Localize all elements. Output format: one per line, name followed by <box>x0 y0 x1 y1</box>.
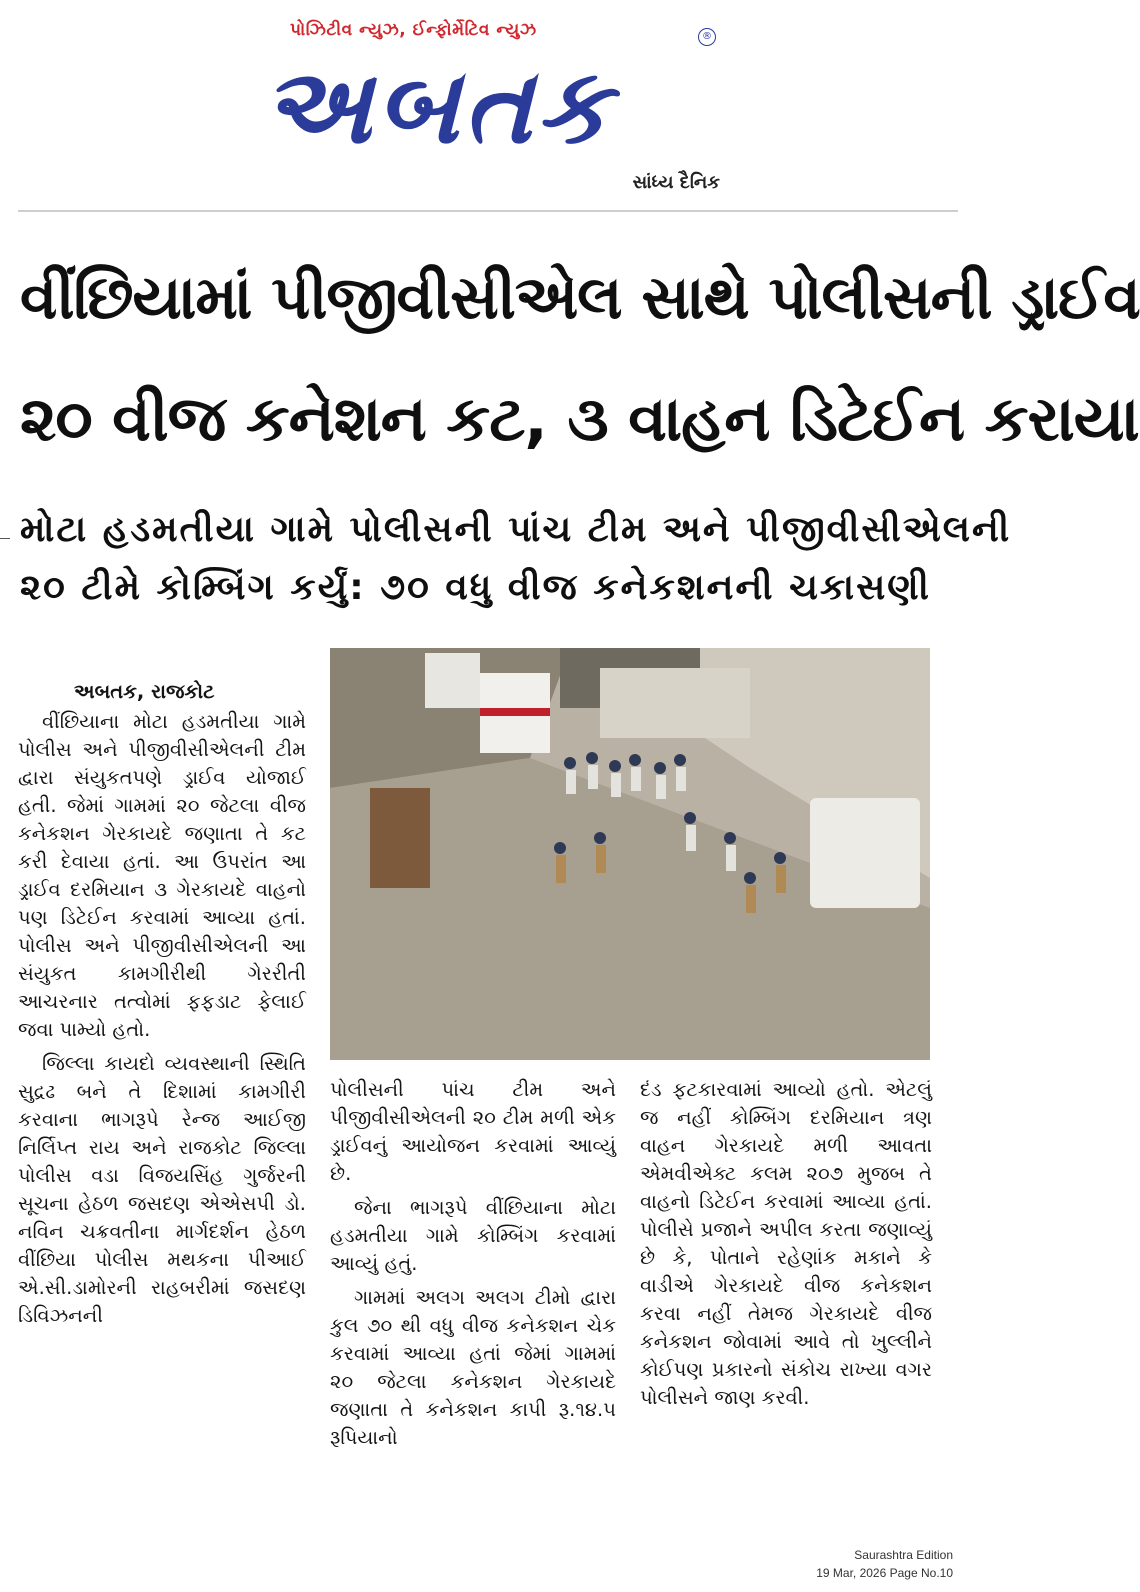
paragraph: જિલ્લા કાયદો વ્યવસ્થાની સ્થિતિ સુદ્રઢ બને તે દિશામાં કામગીરી કરવાના ભાગરૂપે રેન્જ આઈજી નિર્લિપ્ત રાય અને રાજકોટ જિલ્લા પોલીસ વડા વિજયસિંહ ગુર્જરની સૂચના હેઠળ જસદણ એએસપી ડો. નવિન ચક્રવતીના માર્ગદર્શન હેઠળ વીંછિયા પોલીસ મથકના પીઆઈ એ.સી.ડામોરની રાહબરીમાં જસદણ ડિવિઝનની <box>18 1052 306 1327</box>
photo-illustration <box>330 648 930 1060</box>
deck-marker <box>0 538 10 539</box>
masthead-subtitle: સાંધ્ય દૈનિક <box>632 172 720 193</box>
registered-mark: ® <box>698 28 716 46</box>
masthead-tagline: પોઝિટીવ ન્યુઝ, ઈન્ફોર્મેટિવ ન્યુઝ <box>290 20 537 40</box>
paragraph: દંડ ફટકારવામાં આવ્યો હતો. એટલું જ નહીં કોમ્બિંગ દરમિયાન ત્રણ વાહન ગેરકાયદે મળી આવતા એમવીએક્ટ કલમ ૨૦૭ મુજબ તે વાહનો ડિટેઈન કરવામાં આવ્યા હતાં. પોલીસે પ્રજાને અપીલ કરતા જણાવ્યું છે કે, પોતાને રહેણાંક મકાને કે વાડીએ ગેરકાયદે વીજ કનેકશન કરવા નહીં તેમજ ગેરકાયદે વીજ કનેકશન જોવામાં આવે તો ખુલ્લીને કોઈપણ પ્રકારનો સંકોચ રાખ્યા વગર પોલીસને જાણ કરવી. <box>640 1078 932 1409</box>
masthead-divider <box>18 210 958 212</box>
paragraph: જેના ભાગરૂપે વીંછિયાના મોટા હડમતીયા ગામે કોમ્બિંગ કરવામાં આવ્યું હતું. <box>330 1196 616 1275</box>
deck-line-2: ૨૦ ટીમે કોમ્બિંગ કર્યું: ૭૦ વધુ વીજ કનેકશનની ચકાસણી <box>20 567 931 608</box>
news-photo <box>330 648 930 1060</box>
paragraph: પોલીસની પાંચ ટીમ અને પીજીવીસીએલની ૨૦ ટીમ મળી એક ડ્રાઈવનું આયોજન કરવામાં આવ્યું છે. <box>330 1078 616 1185</box>
headline-line-1: વીંછિયામાં પીજીવીસીએલ સાથે પોલીસની ડ્રાઈવ <box>20 263 1140 333</box>
paragraph: ગામમાં અલગ અલગ ટીમો દ્વારા કુલ ૭૦ થી વધુ વીજ કનેકશન ચેક કરવામાં આવ્યા હતાં જેમાં ગામમાં ૨૦ જેટલા કનેકશન ગેરકાયદે જણાતા તે કનેકશન કાપી રૂ.૧૪.૫ રૂપિયાનો <box>330 1286 616 1449</box>
paragraph: વીંછિયાના મોટા હડમતીયા ગામે પોલીસ અને પીજીવીસીએલની ટીમ દ્વારા સંયુકતપણે ડ્રાઈવ યોજાઈ હતી. જેમાં ગામમાં ૨૦ જેટલા વીજ કનેકશન ગેરકાયદે જણાતા તે કટ કરી દેવાયા હતાં. આ ઉપરાંત આ ડ્રાઈવ દરમિયાન ૩ ગેરકાયદે વાહનો પણ ડિટેઈન કરવામાં આવ્યા હતાં. પોલીસ અને પીજીવીસીએલની આ સંયુકત કામગીરીથી ગેરરીતી આચરનાર તત્વોમાં ફફડાટ ફેલાઈ જવા પામ્યો હતો. <box>18 710 306 1041</box>
dateline: અબતક, રાજકોટ <box>74 680 215 703</box>
article-column-3 <box>640 1076 932 1526</box>
article-column-1 <box>18 678 306 1528</box>
date-page-label: 19 Mar, 2026 Page No.10 <box>816 1566 953 1580</box>
edition-label: Saurashtra Edition <box>854 1548 953 1562</box>
deck-line-1: મોટા હડમતીયા ગામે પોલીસની પાંચ ટીમ અને પીજીવીસીએલની <box>20 509 1012 550</box>
headline-line-2: ૨૦ વીજ કનેશન કટ, ૩ વાહન ડિટેઈન કરાયા <box>20 382 1139 455</box>
newspaper-logo: અબતક <box>262 45 614 167</box>
article-column-2 <box>330 1076 616 1526</box>
